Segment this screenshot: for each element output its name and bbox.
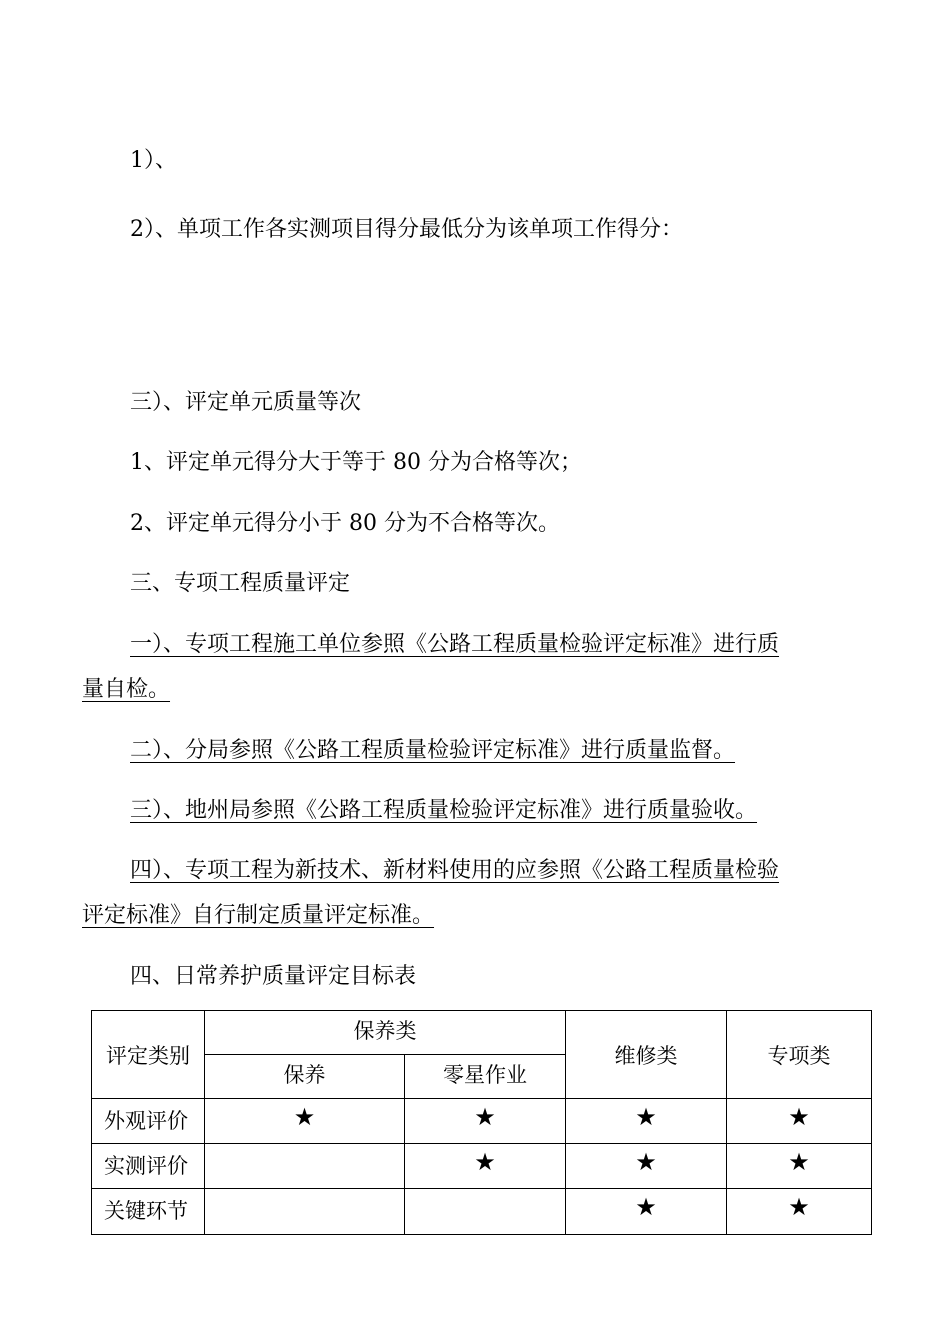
- star-icon: ★: [566, 1189, 727, 1235]
- table-subheader-minor-work: 零星作业: [405, 1055, 566, 1099]
- star-icon: ★: [727, 1099, 872, 1144]
- table-header-special: 专项类: [727, 1011, 872, 1099]
- paragraph-pass-level: 1、评定单元得分大于等于 80 分为合格等次；: [130, 450, 582, 475]
- star-icon: ★: [205, 1099, 405, 1144]
- star-icon: ★: [405, 1099, 566, 1144]
- section-heading-special-projects: 三、专项工程质量评定: [130, 571, 351, 596]
- star-icon: ★: [566, 1144, 727, 1189]
- table-row-label: 外观评价: [92, 1099, 205, 1144]
- table-row-label: 实测评价: [92, 1144, 205, 1189]
- table-header-maintenance-group: 保养类: [205, 1011, 566, 1055]
- table-cell-empty: [205, 1144, 405, 1189]
- table-subheader-maintenance: 保养: [205, 1055, 405, 1099]
- section-heading-grade-levels: 三）、评定单元质量等次: [130, 390, 362, 415]
- paragraph-self-check-line1: 一）、专项工程施工单位参照《公路工程质量检验评定标准》进行质: [130, 632, 780, 657]
- paragraph-new-tech-line2: 评定标准》自行制定质量评定标准。: [82, 903, 435, 928]
- table-corner-header: 评定类别: [92, 1011, 205, 1099]
- paragraph-fail-level: 2、评定单元得分小于 80 分为不合格等次。: [130, 511, 560, 536]
- table-cell-empty: [405, 1189, 566, 1235]
- table-row: [92, 1099, 872, 1144]
- quality-target-table: [91, 1010, 872, 1235]
- paragraph-item-1: 1）、: [130, 148, 177, 173]
- table-row-label: 关键环节: [92, 1189, 205, 1235]
- section-heading-target-table: 四、日常养护质量评定目标表: [130, 964, 417, 989]
- star-icon: ★: [566, 1099, 727, 1144]
- paragraph-item-2: 2）、单项工作各实测项目得分最低分为该单项工作得分：: [130, 217, 683, 242]
- table-row: [92, 1144, 872, 1189]
- paragraph-self-check-line2: 量自检。: [82, 677, 171, 702]
- table-row: [92, 1189, 872, 1235]
- paragraph-supervision: 二）、分局参照《公路工程质量检验评定标准》进行质量监督。: [130, 738, 736, 763]
- star-icon: ★: [727, 1144, 872, 1189]
- table-header-repair: 维修类: [566, 1011, 727, 1099]
- star-icon: ★: [405, 1144, 566, 1189]
- paragraph-acceptance: 三）、地州局参照《公路工程质量检验评定标准》进行质量验收。: [130, 798, 758, 823]
- star-icon: ★: [727, 1189, 872, 1235]
- paragraph-new-tech-line1: 四）、专项工程为新技术、新材料使用的应参照《公路工程质量检验: [130, 858, 780, 883]
- table-cell-empty: [205, 1189, 405, 1235]
